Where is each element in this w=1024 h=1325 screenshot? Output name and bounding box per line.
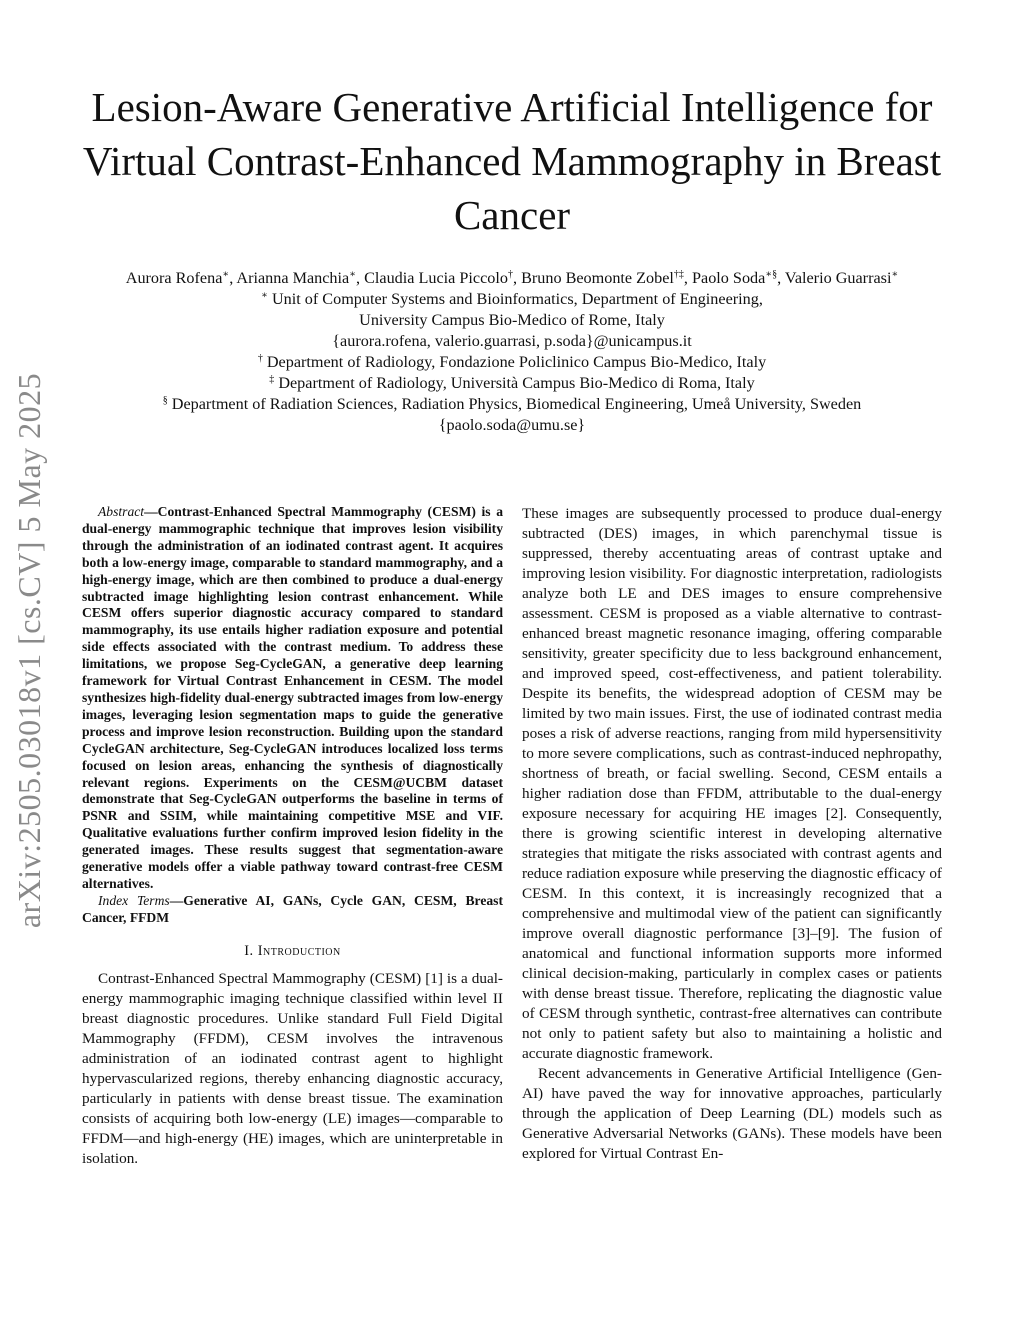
affiliation-text: University Campus Bio-Medico of Rome, Italy — [359, 311, 665, 329]
affiliation-line — [40, 394, 984, 415]
section-number: I. — [244, 942, 254, 959]
author-mark: ∗§ — [765, 269, 778, 280]
affiliation-mark: † — [257, 353, 263, 364]
affiliation-line — [40, 289, 984, 310]
author: Claudia Lucia Piccolo — [364, 269, 508, 287]
affiliation-text: {paolo.soda@umu.se} — [438, 416, 586, 434]
affiliation-text: Department of Radiology, Università Campus Bio-Medico di Roma, Italy — [278, 374, 755, 392]
paper-title: Lesion-Aware Generative Artificial Intelligence for Virtual Contrast-Enhanced Mammography in Breast Cancer — [82, 84, 942, 238]
index-terms-label: Index Terms — [98, 892, 170, 908]
affiliation-text: Unit of Computer Systems and Bioinformatics, Department of Engineering, — [271, 290, 763, 308]
index-terms-text: —Generative AI, GANs, Cycle GAN, CESM, Breast Cancer, FFDM — [82, 892, 503, 925]
body-paragraph: These images are subsequently processed to produce dual-energy subtracted (DES) images, in which parenchymal tissue is suppressed, thereby accentuating areas of contrast uptake and improving lesion visibility. For diagnostic interpretation, radiologists analyze both LE and DES images to ensure comprehensive assessment. CESM is proposed as a viable alternative to contrast-enhanced breast magnetic resonance imaging, offering comparable sensitivity, greater specificity due to less background enhancement, and improved speed, cost-effectiveness, and patient tolerability. Despite its benefits, the widespread adoption of CESM may be limited by two main issues. First, the use of iodinated contrast media poses a risk of adverse reactions, ranging from mild hypersensitivity to more severe complications, such as contrast-induced nephropathy, shortness of breath, or facial swelling. Second, CESM entails a higher radiation dose than FFDM, attributable to the dual-energy exposure necessary for acquiring HE images [2]. Consequently, there is growing scientific interest in developing alternative strategies that mitigate the risks associated with contrast agents and reduce radiation exposure while preserving the diagnostic efficacy of CESM. In this context, it is increasingly recognized that a comprehensive and multimodal view of the patient can significantly improve overall diagnostic performance [3]–[9]. The fusion of anatomical and functional information supports more informed clinical decision-making, particularly in complex cases or patients with dense breast tissue. Therefore, replicating the diagnostic value of CESM through synthetic, contrast-free alternatives can contribute not only to patient safety but also to maintaining a holistic and accurate diagnostic framework. — [522, 505, 942, 1062]
abstract-label: Abstract — [98, 504, 145, 519]
author-mark: ∗ — [891, 269, 899, 280]
affiliation-line — [40, 373, 984, 394]
affiliation-mark: ∗ — [261, 290, 268, 301]
author-mark: ∗ — [349, 269, 357, 280]
author-list: Aurora Rofena∗, Arianna Manchia∗, Claudia Lucia Piccolo†, Bruno Beomonte Zobel†‡, Paolo Soda∗§, Valerio Guarrasi∗ — [125, 269, 899, 287]
affiliation-text: {aurora.rofena, valerio.guarrasi, p.soda}@unicampus.it — [332, 332, 692, 350]
author-mark: †‡ — [673, 269, 684, 280]
affiliation-email — [40, 331, 984, 352]
author: Aurora Rofena — [125, 269, 223, 287]
affiliation-mark: § — [162, 395, 168, 406]
body-paragraph: Recent advancements in Generative Artificial Intelligence (Gen-AI) have paved the way for innovative approaches, particularly through the application of Deep Learning (DL) models such as Generative Adversarial Networks (GANs). These models have been explored for Virtual Contrast En- — [522, 1065, 942, 1162]
affiliation-text: Department of Radiation Sciences, Radiation Physics, Biomedical Engineering, Umeå University, Sweden — [171, 395, 862, 413]
body-paragraph: Contrast-Enhanced Spectral Mammography (CESM) [1] is a dual-energy mammographic imaging technique classified within level II breast diagnostic procedures. Unlike standard Full Field Digital Mammography (FFDM), CESM involves the intravenous administration of an iodinated contrast agent to highlight hypervascularized regions, thereby enhancing diagnostic accuracy, particularly in patients with dense breast tissue. The examination consists of acquiring both low-energy (LE) images—comparable to FFDM—and high-energy (HE) images, which are uninterpretable in isolation. — [82, 969, 503, 1167]
affiliation-mark: ‡ — [269, 374, 275, 385]
index-terms — [82, 893, 503, 927]
author: Bruno Beomonte Zobel — [521, 269, 674, 287]
author: Arianna Manchia — [236, 269, 350, 287]
abstract — [82, 504, 503, 893]
affiliation-line — [40, 352, 984, 373]
arxiv-identifier-text: arXiv:2505.03018v1 [cs.CV] 5 May 2025 — [11, 372, 48, 928]
section-title: Introduction — [257, 942, 341, 959]
author-block — [40, 268, 984, 436]
author: Valerio Guarrasi — [784, 269, 892, 287]
author: Paolo Soda — [692, 269, 766, 287]
affiliation-line — [40, 310, 984, 331]
right-column — [522, 504, 942, 1164]
section-heading — [82, 941, 503, 961]
author-mark: † — [507, 269, 513, 280]
author-mark: ∗ — [222, 269, 230, 280]
abstract-text: —Contrast-Enhanced Spectral Mammography (CESM) is a dual-energy mammographic technique that improves lesion visibility through the administration of an iodinated contrast agent. It acquires both a low-energy image, comparable to standard mammography, and a high-energy image, which are then combined to produce a dual-energy subtracted image highlighting lesion contrast enhancement. While CESM offers superior diagnostic accuracy compared to standard mammography, its use entails higher radiation exposure and potential side effects associated with the contrast medium. To address these limitations, we propose Seg-CycleGAN, a generative deep learning framework for Virtual Contrast Enhancement in CESM. The model synthesizes high-fidelity dual-energy subtracted images from low-energy images, leveraging lesion segmentation maps to guide the generative process and improve lesion reconstruction. Building upon the standard CycleGAN architecture, Seg-CycleGAN introduces localized loss terms focused on lesion areas, enhancing the synthesis of diagnostically relevant regions. Experiments on the CESM@UCBM dataset demonstrate that Seg-CycleGAN outperforms the baseline in terms of PSNR and SSIM, while maintaining competitive MSE and VIF. Qualitative evaluations further confirm improved lesion fidelity in the generated images. These results suggest that segmentation-aware generative models offer a viable pathway toward contrast-free CESM alternatives. — [82, 504, 503, 891]
affiliation-text: Department of Radiology, Fondazione Policlinico Campus Bio-Medico, Italy — [266, 353, 767, 371]
affiliation-email — [40, 415, 984, 436]
arxiv-identifier-stamp — [8, 350, 52, 950]
left-column — [82, 504, 503, 1169]
